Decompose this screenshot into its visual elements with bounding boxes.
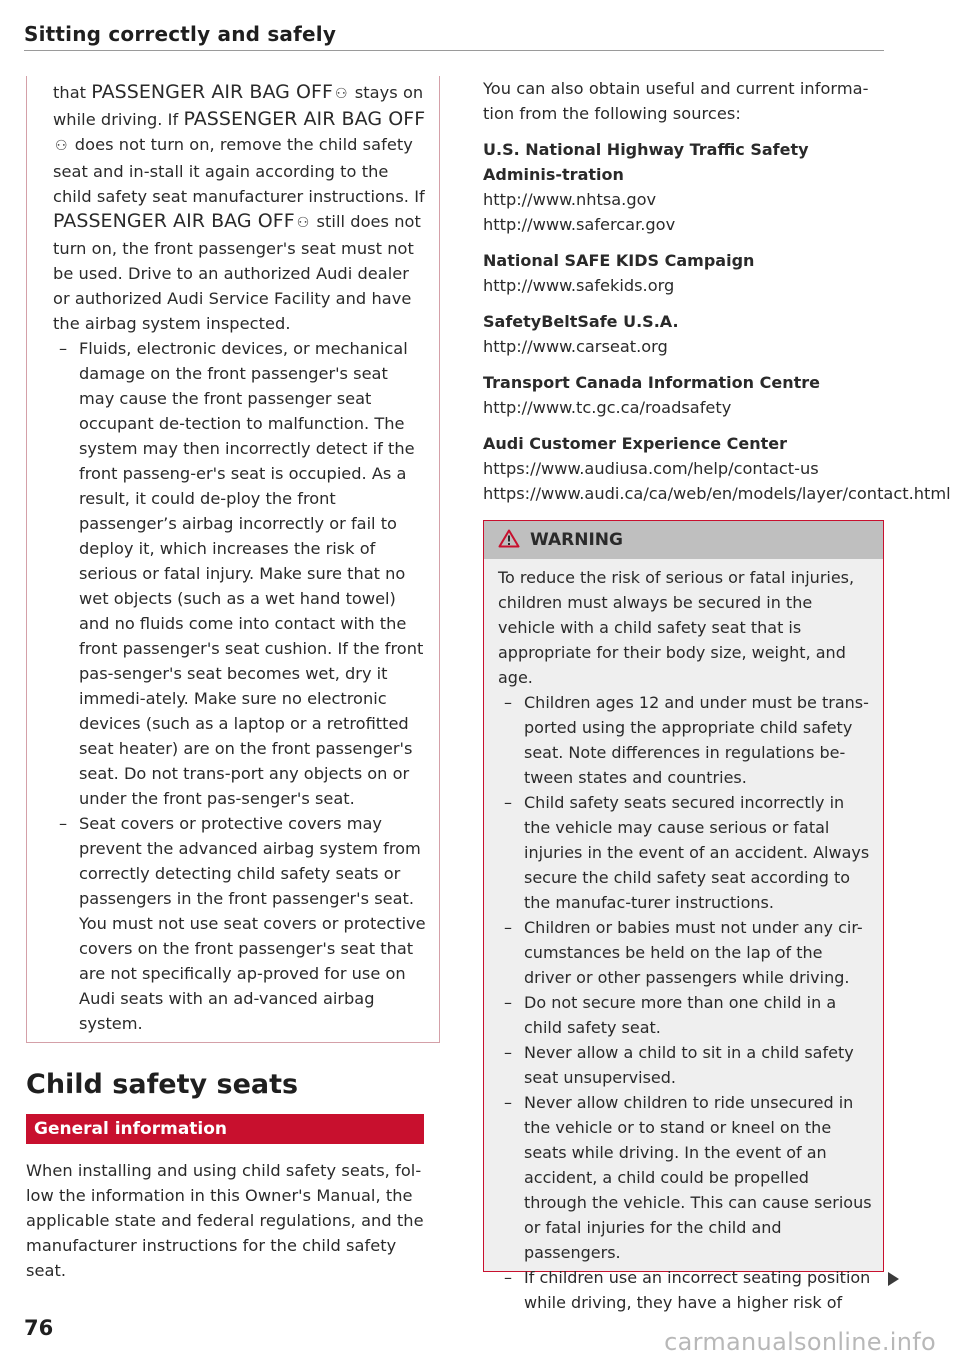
page-header-title: Sitting correctly and safely xyxy=(24,22,337,46)
source-item xyxy=(483,248,884,298)
source-link[interactable]: http://www.safercar.gov xyxy=(483,215,676,234)
section-title: Child safety seats xyxy=(26,1069,299,1100)
warning-triangle-icon xyxy=(498,524,520,543)
header-divider xyxy=(24,50,884,51)
list-item: – Never allow a child to sit in a child safety seat unsupervised. xyxy=(498,1040,873,1090)
warning-header xyxy=(484,521,883,559)
source-item xyxy=(483,137,884,237)
passenger-airbag-off-icon: ⚇ xyxy=(296,215,310,231)
source-heading: SafetyBeltSafe U.S.A. xyxy=(483,312,679,331)
list-item: – If children use an incorrect seating position while driving, they have a higher risk of xyxy=(498,1265,873,1315)
warning-body xyxy=(484,559,883,1315)
source-item xyxy=(483,431,951,506)
passenger-airbag-off-icon: ⚇ xyxy=(335,86,348,102)
passenger-airbag-off-icon: ⚇ xyxy=(55,138,68,154)
source-link[interactable]: http://www.nhtsa.gov xyxy=(483,190,657,209)
source-heading: Transport Canada Information Centre xyxy=(483,373,820,392)
source-link[interactable]: http://www.tc.gc.ca/roadsafety xyxy=(483,398,732,417)
source-heading: National SAFE KIDS Campaign xyxy=(483,251,755,270)
list-item: – Fluids, electronic devices, or mechanical damage on the front passenger's seat may cause the front passenger seat occupant de-tection to malfunction. The system may then incorrectly detect if the front passeng-er's seat is occupied. As a result, it could de-ploy the front passenger’s airbag incorrectly or fail to deploy it, which increases the risk of serious or fatal injury. Make sure that no wet objects (such as a wet hand towel) and no fluids come into contact with the front passenger's seat cushion. If the front pas-senger's seat becomes wet, dry it immedi-ately. Make sure no electronic devices (such as a laptop or a retrofitted seat heater) are on the front passenger's seat. Do not trans-port any objects on or under the front pas-senger's seat. xyxy=(53,336,427,811)
warning-intro: To reduce the risk of serious or fatal injuries, children must always be secured in the vehicle with a child safety seat that is appropriate for their body size, weight, and age. xyxy=(498,568,855,687)
source-heading: U.S. National Highway Traffic Safety Adminis-tration xyxy=(483,140,809,184)
list-item: – Children ages 12 and under must be trans-ported using the appropriate child safety seat. Note differences in regulations be-tween states and countries. xyxy=(498,690,873,790)
subsection-title: General information xyxy=(26,1114,424,1144)
source-link[interactable]: https://www.audi.ca/ca/web/en/models/layer/contact.html xyxy=(483,484,951,503)
source-link[interactable]: https://www.audiusa.com/help/contact-us xyxy=(483,459,819,478)
list-item: – Child safety seats secured incorrectly in the vehicle may cause serious or fatal injuries in the event of an accident. Always secure the child safety seat according to the manufac-turer instructions. xyxy=(498,790,873,915)
airbag-note-box xyxy=(26,76,440,1043)
warning-title: WARNING xyxy=(530,530,623,550)
continue-arrow-icon xyxy=(888,1272,899,1286)
source-link[interactable]: http://www.safekids.org xyxy=(483,276,675,295)
airbag-note-intro: that PASSENGER AIR BAG OFF ⚇ stays on while driving. If PASSENGER AIR BAG OFF⚇ does not turn on, remove the child safety seat and in-stall it again according to the child safety seat manufacturer instructions. If PASSENGER AIR BAG OFF ⚇ still does not turn on, the front passenger's seat must not be used. Drive to an authorized Audi dealer or authorized Audi Service Facility and have the airbag system inspected. xyxy=(53,81,426,333)
sources-intro: You can also obtain useful and current informa-tion from the following sources: xyxy=(483,79,869,123)
source-link[interactable]: http://www.carseat.org xyxy=(483,337,668,356)
source-heading: Audi Customer Experience Center xyxy=(483,434,788,453)
warning-list xyxy=(498,690,873,1315)
list-item: – Never allow children to ride unsecured in the vehicle or to stand or kneel on the seats while driving. In the event of an accident, a child could be propelled through the vehicle. This can cause serious or fatal injuries for the child and passengers. xyxy=(498,1090,873,1265)
left-column xyxy=(26,76,452,1283)
passenger-airbag-off-label: PASSENGER AIR BAG OFF xyxy=(91,81,333,103)
airbag-note-list xyxy=(53,336,427,1036)
page-number: 76 xyxy=(24,1316,54,1340)
source-item xyxy=(483,370,884,420)
passenger-airbag-off-label: PASSENGER AIR BAG OFF xyxy=(53,210,295,232)
list-item: – Children or babies must not under any cir-cumstances be held on the lap of the driver or other passengers while driving. xyxy=(498,915,873,990)
list-item: – Seat covers or protective covers may prevent the advanced airbag system from correctly detecting child safety seats or passengers in the front passenger's seat. You must not use seat covers or protective covers on the front passenger's seat that are not specifically ap-proved for use on Audi seats with an ad-vanced airbag system. xyxy=(53,811,427,1036)
source-item xyxy=(483,309,884,359)
general-information-text: When installing and using child safety seats, fol-low the information in this Owner's Manual, the applicable state and federal regulations, and the manufacturer instructions for the child safety seat. xyxy=(26,1161,424,1280)
list-item: – Do not secure more than one child in a child safety seat. xyxy=(498,990,873,1040)
warning-box xyxy=(483,520,884,1312)
right-column xyxy=(483,76,951,1312)
passenger-airbag-off-label: PASSENGER AIR BAG OFF xyxy=(183,108,426,130)
watermark: carmanualsonline.info xyxy=(664,1328,936,1356)
